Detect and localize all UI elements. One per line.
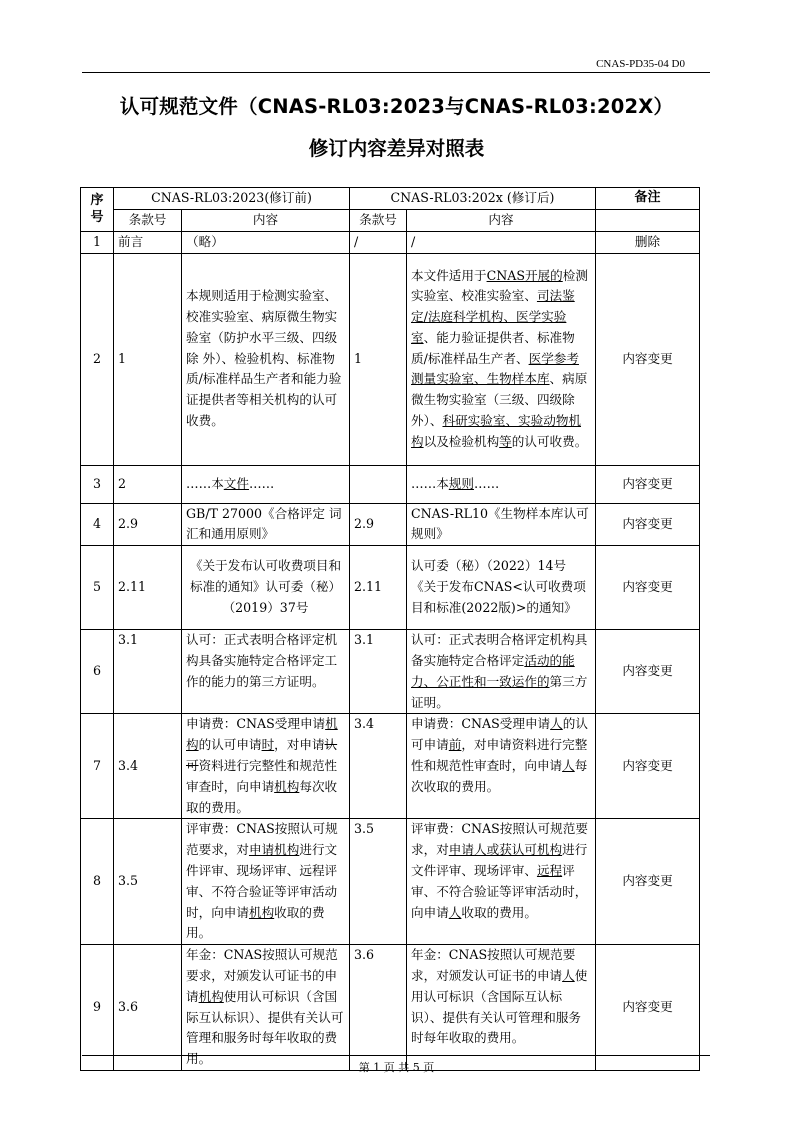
row-note: 内容变更 (596, 503, 700, 546)
old-clause: 3.1 (114, 630, 182, 714)
document-subtitle: 修订内容差异对照表 (308, 137, 485, 160)
row-number: 9 (81, 945, 114, 1071)
row-number: 2 (81, 253, 114, 465)
old-clause: 2.11 (114, 546, 182, 630)
new-content: 申请费：CNAS受理申请人的认可申请前，对申请资料进行完整性和规范性审查时，向申请人每次收取的费用。 (407, 714, 596, 819)
table-row (81, 819, 700, 945)
row-number: 6 (81, 630, 114, 714)
row-note: 内容变更 (596, 465, 700, 503)
old-content: 申请费：CNAS受理申请机构的认可申请时，对申请认可资料进行完整性和规范性审查时，向申请机构每次收取的费用。 (182, 714, 350, 819)
row-number: 4 (81, 503, 114, 546)
table-row (81, 253, 700, 465)
header-seq: 序号 (81, 188, 114, 232)
old-content: 本规则适用于检测实验室、校准实验室、病原微生物实验室（防护水平三级、四级除 外）、检验机构、标准物质/标准样品生产者和能力验证提供者等相关机构的认可收费。 (182, 253, 350, 465)
new-content: 评审费：CNAS按照认可规范要求，对申请人或获认可机构进行文件评审、现场评审、远程评审、不符合验证等评审活动时，向申请人收取的费用。 (407, 819, 596, 945)
document-code: CNAS-PD35-04 D0 (596, 58, 685, 70)
new-content: 认可：正式表明合格评定机构具备实施特定合格评定活动的能力、公正性和一致运作的第三方证明。 (407, 630, 596, 714)
table-row (81, 503, 700, 546)
old-content: ……本文件…… (182, 465, 350, 503)
table-row (81, 465, 700, 503)
new-content: ……本规则…… (407, 465, 596, 503)
new-content: 年金：CNAS按照认可规范要求，对颁发认可证书的申请人使用认可标识（含国际互认标识）、提供有关认可管理和服务时每年收取的费用。 (407, 945, 596, 1071)
new-clause: / (350, 231, 407, 253)
row-note: 内容变更 (596, 253, 700, 465)
row-number: 1 (81, 231, 114, 253)
old-clause: 2 (114, 465, 182, 503)
table-row (81, 714, 700, 819)
old-clause: 3.5 (114, 819, 182, 945)
header-before-revision: CNAS-RL03:2023(修订前) (114, 188, 350, 210)
footer-rule (82, 1055, 710, 1056)
page-number: 第 1 页 共 5 页 (358, 1061, 435, 1074)
new-content: 认可委（秘）（2022）14号《关于发布CNAS<认可收费项目和标准(2022版)>的通知》 (407, 546, 596, 630)
new-content: CNAS-RL10《生物样本库认可规则》 (407, 503, 596, 546)
old-content: 认可：正式表明合格评定机构具备实施特定合格评定工作的能力的第三方证明。 (182, 630, 350, 714)
new-clause: 3.6 (350, 945, 407, 1071)
old-clause: 前言 (114, 231, 182, 253)
row-note: 内容变更 (596, 945, 700, 1071)
old-content: GB/T 27000《合格评定 词汇和通用原则》 (182, 503, 350, 546)
row-number: 5 (81, 546, 114, 630)
old-clause: 3.6 (114, 945, 182, 1071)
row-note: 删除 (596, 231, 700, 253)
table-row (81, 546, 700, 630)
old-content: 评审费：CNAS按照认可规范要求，对申请机构进行文件评审、现场评审、远程评审、不符合验证等评审活动时，向申请机构收取的费用。 (182, 819, 350, 945)
new-clause: 2.9 (350, 503, 407, 546)
new-clause: 2.11 (350, 546, 407, 630)
header-old-content: 内容 (182, 209, 350, 231)
row-number: 3 (81, 465, 114, 503)
new-content: 本文件适用于CNAS开展的检测实验室、校准实验室、司法鉴定/法庭科学机构、医学实验室、能力验证提供者、标准物质/标准样品生产者、医学参考测量实验室、生物样本库、病原微生物实验室（三级、四级除外）、科研实验室、实验动物机构以及检验机构等的认可收费。 (407, 253, 596, 465)
new-content: / (407, 231, 596, 253)
new-clause: 1 (350, 253, 407, 465)
row-note: 内容变更 (596, 630, 700, 714)
header-new-content: 内容 (407, 209, 596, 231)
comparison-table (80, 187, 700, 1071)
old-content: 年金：CNAS按照认可规范要求，对颁发认可证书的申请机构使用认可标识（含国际互认标识）、提供有关认可管理和服务时每年收取的费用。 (182, 945, 350, 1071)
new-clause (350, 465, 407, 503)
header-note-blank (596, 209, 700, 231)
new-clause: 3.4 (350, 714, 407, 819)
header-note: 备注 (596, 188, 700, 210)
old-clause: 1 (114, 253, 182, 465)
old-clause: 3.4 (114, 714, 182, 819)
old-clause: 2.9 (114, 503, 182, 546)
row-note: 内容变更 (596, 714, 700, 819)
old-content: 《关于发布认可收费项目和标准的通知》认可委（秘）（2019）37号 (182, 546, 350, 630)
new-clause: 3.1 (350, 630, 407, 714)
header-after-revision: CNAS-RL03:202x (修订后) (350, 188, 596, 210)
row-number: 7 (81, 714, 114, 819)
row-note: 内容变更 (596, 546, 700, 630)
old-content: （略） (182, 231, 350, 253)
header-rule (82, 72, 710, 73)
header-new-clause: 条款号 (350, 209, 407, 231)
new-clause: 3.5 (350, 819, 407, 945)
document-title: 认可规范文件（CNAS-RL03:2023与CNAS-RL03:202X） (119, 95, 674, 118)
table-row (81, 945, 700, 1071)
row-number: 8 (81, 819, 114, 945)
row-note: 内容变更 (596, 819, 700, 945)
header-old-clause: 条款号 (114, 209, 182, 231)
table-row (81, 630, 700, 714)
table-row (81, 231, 700, 253)
